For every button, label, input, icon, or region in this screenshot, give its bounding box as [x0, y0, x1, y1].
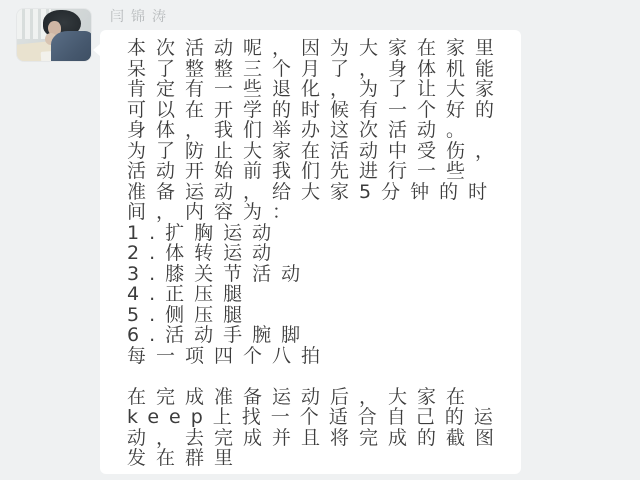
message-line: 肯定有一些退化，为了让大家 — [127, 78, 505, 100]
message-line: 准备运动，给大家5分钟的时 — [127, 180, 498, 203]
message-line: 可以在开学的时候有一个好的 — [127, 98, 505, 121]
message-line: 为了防止大家在活动中受伤， — [127, 139, 505, 162]
avatar-shirt — [51, 31, 91, 61]
message-line: 活动开始前我们先进行一些 — [127, 160, 476, 182]
message-line: 身体，我们举办这次活动。 — [127, 119, 476, 141]
message-line: 1.扩胸运动 — [127, 221, 282, 244]
message-line: 动，去完成并且将完成的截图 — [127, 426, 505, 449]
message-line — [127, 366, 511, 387]
message-line: 4.正压腿 — [127, 283, 253, 305]
message-line: 在完成准备运动后，大家在 — [127, 385, 476, 408]
sender-name: 闫锦涛 — [110, 9, 173, 25]
message-line: 每一项四个八拍 — [127, 344, 331, 367]
message-line: keep上找一个适合自己的运 — [127, 406, 503, 428]
bubble-tail — [93, 44, 100, 56]
message-line: 3.膝关节活动 — [127, 262, 311, 285]
avatar[interactable] — [17, 9, 91, 61]
message-line: 2.体转运动 — [127, 242, 282, 264]
message-line: 间，内容为： — [127, 201, 302, 223]
message-line: 发在群里 — [127, 447, 244, 469]
message-line: 本次活动呢，因为大家在家里 — [127, 37, 505, 59]
message-line: 5.侧压腿 — [127, 303, 253, 326]
message-line: 呆了整整三个月了，身体机能 — [127, 57, 505, 80]
message-bubble[interactable] — [100, 30, 521, 474]
message-line: 6.活动手腕脚 — [127, 324, 311, 346]
